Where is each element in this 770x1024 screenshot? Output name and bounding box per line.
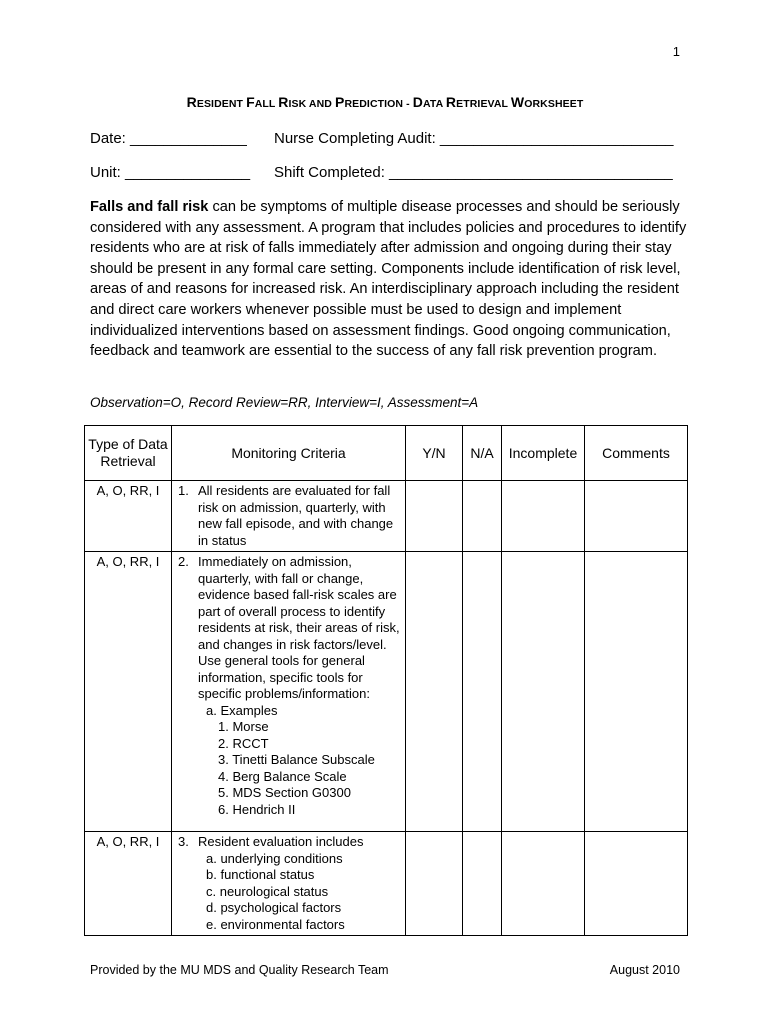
table-header-row <box>85 426 688 481</box>
criteria-text: Resident evaluation includes <box>198 834 364 849</box>
criteria-number: 2. <box>178 554 189 569</box>
audit-table <box>84 425 688 936</box>
field-row-unit-shift <box>90 164 673 181</box>
criteria-cell <box>172 481 406 552</box>
header-comments: Comments <box>585 426 688 481</box>
criteria-number: 1. <box>178 483 189 498</box>
criteria-text: All residents are evaluated for fall risk on admission, quarterly, with new fall episode, and with change in status <box>198 483 394 548</box>
intro-text: can be symptoms of multiple disease processes and should be seriously considered with any assessment. A program that includes policies and procedures to identify residents who are at risk of falls immediately after admission and ongoing during their stay should be present in any formal care setting. Components include identification of risk level, areas of and reasons for increased risk. An interdisciplinary approach including the resident and direct care workers whenever possible must be used to design and implement individualized interventions based on assessment findings. Good ongoing communication, feedback and teamwork are essential to the success of any fall risk prevention program. <box>90 199 687 360</box>
incomplete-cell[interactable] <box>502 481 585 552</box>
worksheet-title <box>0 94 770 110</box>
criteria-number: 3. <box>178 834 189 849</box>
comments-cell[interactable] <box>585 552 688 832</box>
yn-cell[interactable] <box>406 832 463 936</box>
title-cap: W <box>510 94 525 110</box>
na-cell[interactable] <box>463 552 502 832</box>
retrieval-type-cell: A, O, RR, I <box>85 832 172 936</box>
date-field[interactable]: Date: ______________ <box>90 130 247 147</box>
table-row <box>85 552 688 832</box>
intro-paragraph <box>90 197 690 362</box>
criteria-example: 1. Morse <box>218 719 269 734</box>
table-row <box>85 832 688 936</box>
page-number: 1 <box>672 44 680 59</box>
criteria-subitem: e. environmental factors <box>206 916 345 932</box>
comments-cell[interactable] <box>585 832 688 936</box>
criteria-example: 6. Hendrich II <box>218 801 296 817</box>
title-rest: ALL <box>254 98 279 110</box>
criteria-cell <box>172 832 406 936</box>
title-cap: R <box>445 94 457 110</box>
criteria-example: 2. RCCT <box>218 735 269 751</box>
retrieval-type-cell: A, O, RR, I <box>85 552 172 832</box>
criteria-subitem: d. psychological factors <box>206 900 342 915</box>
incomplete-cell[interactable] <box>502 552 585 832</box>
retrieval-type-cell: A, O, RR, I <box>85 481 172 552</box>
title-rest: ORKSHEET <box>524 98 584 110</box>
title-cap: P <box>335 94 345 110</box>
comments-cell[interactable] <box>585 481 688 552</box>
yn-cell[interactable] <box>406 552 463 832</box>
incomplete-cell[interactable] <box>502 832 585 936</box>
footer-left: Provided by the MU MDS and Quality Research Team <box>90 963 389 977</box>
criteria-example: 4. Berg Balance Scale <box>218 768 347 784</box>
nurse-field[interactable]: Nurse Completing Audit: ____________________________ <box>274 130 674 147</box>
title-rest: ATA <box>422 98 446 110</box>
unit-field[interactable]: Unit: _______________ <box>90 164 251 181</box>
title-rest: ISK AND <box>288 98 335 110</box>
footer-right: August 2010 <box>609 963 680 977</box>
intro-bold: Falls and fall risk <box>90 199 209 215</box>
na-cell[interactable] <box>463 481 502 552</box>
header-na: N/A <box>463 426 502 481</box>
yn-cell[interactable] <box>406 481 463 552</box>
header-yn: Y/N <box>406 426 463 481</box>
criteria-cell <box>172 552 406 832</box>
criteria-text: Immediately on admission, quarterly, with fall or change, evidence based fall-risk scales are part of overall process to identify residents at risk, their areas of risk, and changes in risk factors/level. Use general tools for general information, specific tools for specific problems/information: <box>198 554 400 701</box>
header-incomplete: Incomplete <box>502 426 585 481</box>
legend: Observation=O, Record Review=RR, Interview=I, Assessment=A <box>90 395 479 410</box>
header-criteria: Monitoring Criteria <box>172 426 406 481</box>
title-cap: F <box>246 94 255 110</box>
title-rest: REDICTION - <box>344 98 413 110</box>
title-cap: R <box>186 94 197 110</box>
criteria-example: 5. MDS Section G0300 <box>218 785 351 800</box>
table-row <box>85 481 688 552</box>
title-cap: D <box>412 94 423 110</box>
criteria-example: 3. Tinetti Balance Subscale <box>218 752 375 767</box>
title-cap: R <box>278 94 289 110</box>
criteria-subitem: c. neurological status <box>206 883 329 899</box>
shift-field[interactable]: Shift Completed: __________________________________ <box>274 164 673 181</box>
field-row-date-nurse <box>90 130 674 147</box>
title-rest: ETRIEVAL <box>456 98 511 110</box>
criteria-subitem: a. Examples <box>206 702 278 718</box>
na-cell[interactable] <box>463 832 502 936</box>
criteria-subitem: a. underlying conditions <box>206 850 343 866</box>
criteria-subitem: b. functional status <box>206 867 315 882</box>
header-type: Type of Data Retrieval <box>85 426 172 481</box>
title-rest: ESIDENT <box>196 98 247 110</box>
